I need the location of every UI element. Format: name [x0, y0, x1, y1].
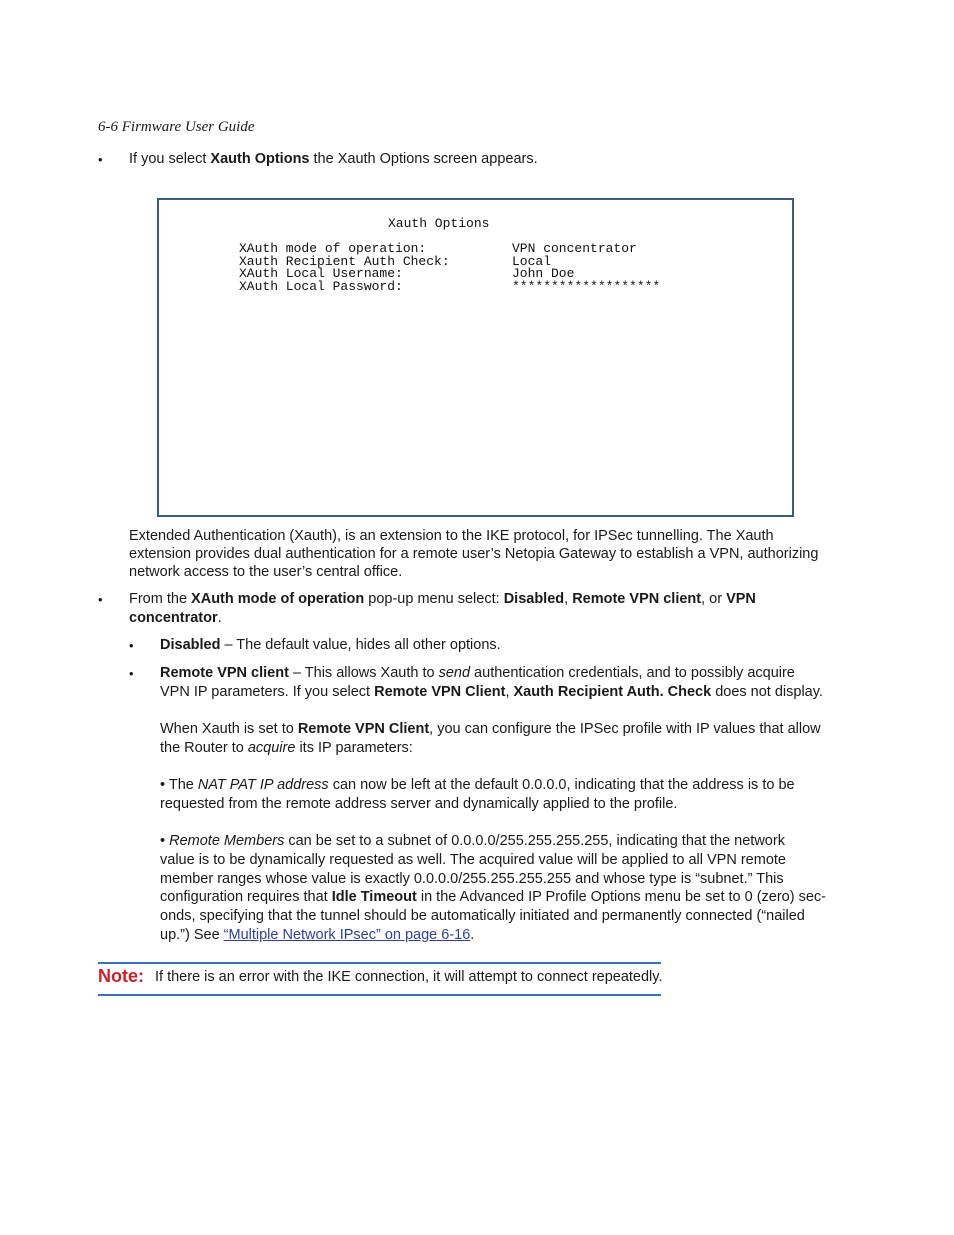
bold-term: XAuth mode of operation — [191, 591, 365, 607]
remote-line-2 — [160, 683, 823, 702]
bullet-marker: • — [98, 592, 103, 607]
bold-term: Idle Timeout — [331, 889, 417, 905]
screen-value-recipient: Local — [512, 254, 552, 269]
text: , you can configure the IPSec profile with IP values that allow — [429, 721, 821, 737]
text: authentication credentials, and to possibly acquire — [470, 665, 795, 681]
text: its IP parameters: — [295, 740, 413, 756]
mode-line-2 — [129, 609, 222, 628]
when-line-2 — [160, 739, 413, 758]
when-line-1 — [160, 720, 821, 739]
text: When Xauth is set to — [160, 721, 298, 737]
description-line-2: extension provides dual authentication for a remote user’s Netopia Gateway to establish a VPN, authorizing — [129, 546, 819, 562]
screen-value-mode: VPN concentrator — [512, 241, 637, 256]
text: VPN IP parameters. If you select — [160, 684, 375, 700]
screen-label-mode: XAuth mode of operation: — [239, 241, 427, 256]
multiple-network-ipsec-link[interactable]: “Multiple Network IPsec” on page 6-16 — [223, 927, 471, 943]
note-rule-top — [98, 962, 661, 964]
text: • — [160, 833, 170, 849]
members-line-2: value is to be dynamically requested as well. The acquired value will be applied to all VPN remote — [160, 852, 786, 868]
members-line-3: member ranges whose value is exactly 0.0.0.0/255.255.255.255 and whose type is “subnet.” This — [160, 871, 784, 887]
screen-title: Xauth Options — [388, 216, 490, 231]
screen-label-password: XAuth Local Password: — [239, 279, 403, 294]
bold-term: Disabled — [160, 637, 221, 653]
italic-term: acquire — [247, 740, 296, 756]
bold-term: concentrator — [129, 610, 218, 626]
bold-term: Remote VPN Client — [297, 721, 430, 737]
nat-line-1 — [160, 776, 795, 795]
text: up.”) See — [160, 927, 224, 943]
text: , or — [701, 591, 727, 607]
bold-term: Remote VPN client — [160, 665, 289, 681]
italic-term: NAT PAT IP address — [197, 777, 329, 793]
intro-paragraph — [129, 150, 538, 169]
page-header: 6-6 Firmware User Guide — [98, 119, 255, 135]
italic-term: Remote Members — [169, 833, 285, 849]
text: can now be left at the default 0.0.0.0, indicating that the address is to be — [328, 777, 795, 793]
bold-term: Remote VPN Client — [374, 684, 506, 700]
mode-line-1 — [129, 590, 756, 609]
text: From the — [129, 591, 192, 607]
text: does not display. — [711, 684, 823, 700]
intro-text: If you select — [129, 151, 211, 167]
description-line-3: network access to the user’s central office. — [129, 564, 403, 580]
screen-value-password: ******************* — [512, 279, 661, 294]
remote-line-1 — [160, 664, 795, 683]
bold-term: Remote VPN client — [572, 591, 702, 607]
text: . — [217, 610, 222, 626]
note-label: Note: — [98, 966, 144, 986]
text: , — [505, 684, 514, 700]
text: configuration requires that — [160, 889, 332, 905]
text: , — [564, 591, 573, 607]
bold-term: VPN — [726, 591, 756, 607]
disabled-line — [160, 636, 501, 655]
text: • The — [160, 777, 198, 793]
bullet-marker: • — [129, 638, 134, 653]
text: in the Advanced IP Profile Options menu be set to 0 (zero) sec- — [416, 889, 826, 905]
text: – The default value, hides all other options. — [220, 637, 501, 653]
nat-line-2: requested from the remote address server and dynamically applied to the profile. — [160, 796, 678, 812]
bold-term: Xauth Recipient Auth. Check — [513, 684, 712, 700]
bold-term: Disabled — [503, 591, 565, 607]
members-line-5: onds, specifying that the tunnel should be automatically initiated and permanently connected (“nailed — [160, 908, 805, 924]
intro-text-end: the Xauth Options screen appears. — [309, 151, 538, 167]
text: – This allows Xauth to — [288, 665, 439, 681]
note-rule-bottom — [98, 994, 661, 996]
members-line-1 — [160, 832, 785, 851]
italic-term: send — [438, 665, 471, 681]
screen-label-username: XAuth Local Username: — [239, 266, 403, 281]
description-line-1: Extended Authentication (Xauth), is an extension to the IKE protocol, for IPSec tunnelling. The Xauth — [129, 528, 774, 544]
screen-value-username: John Doe — [512, 266, 575, 281]
members-line-4 — [160, 888, 826, 907]
bullet-marker: • — [98, 152, 103, 167]
text: pop-up menu select: — [364, 591, 504, 607]
members-line-6 — [160, 926, 474, 945]
bullet-marker: • — [129, 666, 134, 681]
text: can be set to a subnet of 0.0.0.0/255.255.255.255, indicating that the network — [284, 833, 785, 849]
text: . — [470, 927, 475, 943]
text: the Router to — [160, 740, 248, 756]
note-text: If there is an error with the IKE connection, it will attempt to connect repeatedly. — [155, 969, 663, 985]
screen-label-recipient: Xauth Recipient Auth Check: — [239, 254, 450, 269]
intro-bold: Xauth Options — [210, 151, 310, 167]
